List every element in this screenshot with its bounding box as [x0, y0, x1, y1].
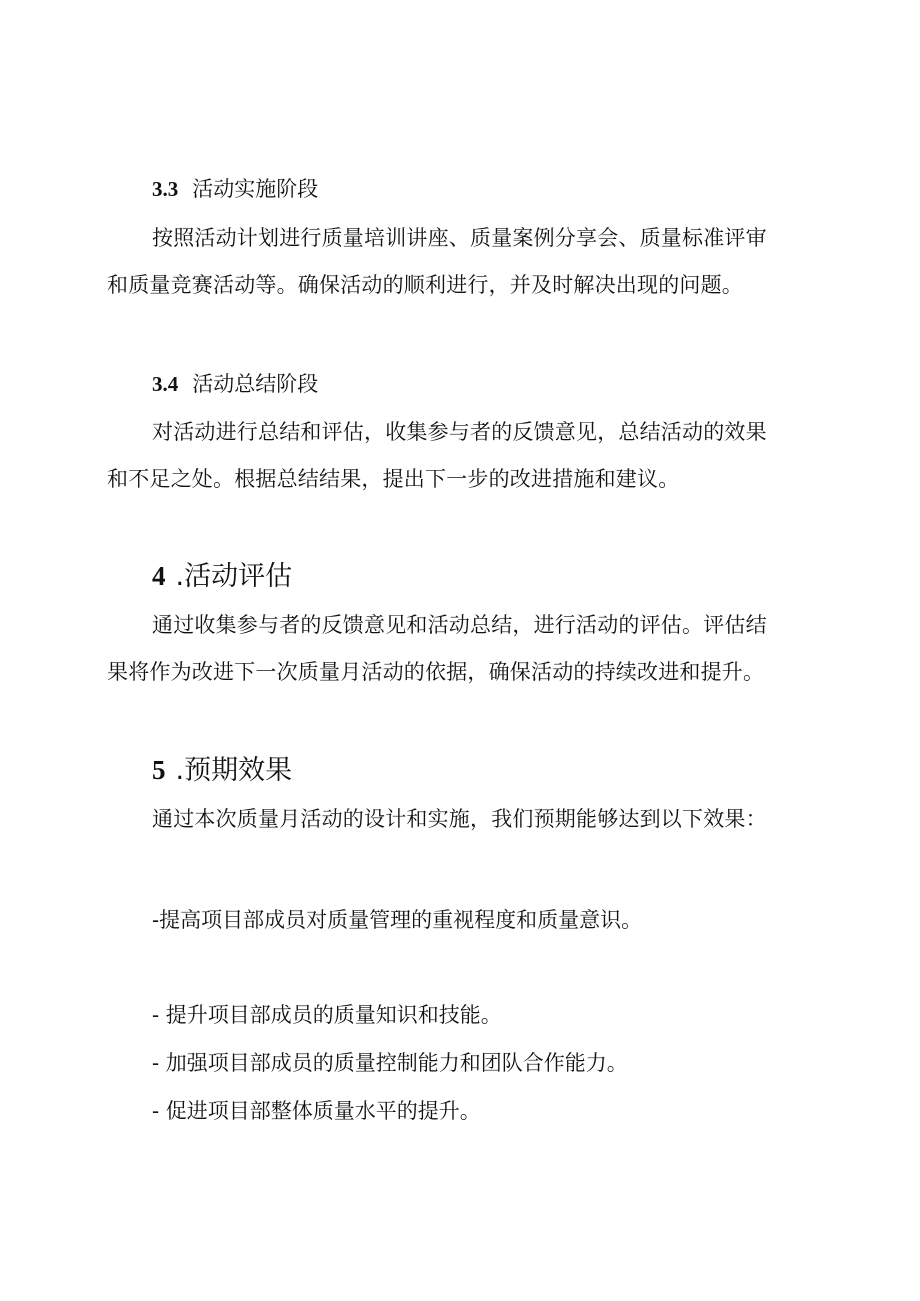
- section-3-4-heading: [152, 370, 318, 398]
- section-5-heading: [152, 753, 292, 788]
- section-3-3-heading: [152, 175, 318, 203]
- section-3-3-title: 活动实施阶段: [192, 177, 319, 201]
- section-4-line-1: 通过收集参与者的反馈意见和活动总结，进行活动的评估。评估结: [152, 613, 767, 637]
- section-3-3-line-1: 按照活动计划进行质量培训讲座、质量案例分享会、质量标准评审: [152, 226, 767, 250]
- section-5-intro: 通过本次质量月活动的设计和实施，我们预期能够达到以下效果：: [152, 807, 767, 831]
- section-3-4-line-2: 和不足之处。根据总结结果，提出下一步的改进措施和建议。: [107, 467, 680, 491]
- section-4-title: .活动评估: [175, 561, 293, 592]
- section-3-3-number: 3.3: [152, 177, 179, 201]
- list-item: -提高项目部成员对质量管理的重视程度和质量意识。: [152, 908, 643, 932]
- list-item: - 提升项目部成员的质量知识和技能。: [152, 1003, 502, 1027]
- list-item: - 加强项目部成员的质量控制能力和团队合作能力。: [152, 1051, 628, 1075]
- section-4-heading: [152, 559, 292, 594]
- section-4-number: 4: [152, 561, 166, 591]
- section-3-4-line-1: 对活动进行总结和评估，收集参与者的反馈意见，总结活动的效果: [152, 420, 767, 444]
- section-3-3-line-2: 和质量竞赛活动等。确保活动的顺利进行，并及时解决出现的问题。: [107, 273, 743, 297]
- section-4-line-2: 果将作为改进下一次质量月活动的依据，确保活动的持续改进和提升。: [107, 660, 765, 684]
- section-5-title: .预期效果: [175, 755, 293, 786]
- section-3-4-title: 活动总结阶段: [192, 372, 319, 396]
- section-3-4-number: 3.4: [152, 372, 179, 396]
- section-5-number: 5: [152, 755, 166, 785]
- list-item: - 促进项目部整体质量水平的提升。: [152, 1099, 481, 1123]
